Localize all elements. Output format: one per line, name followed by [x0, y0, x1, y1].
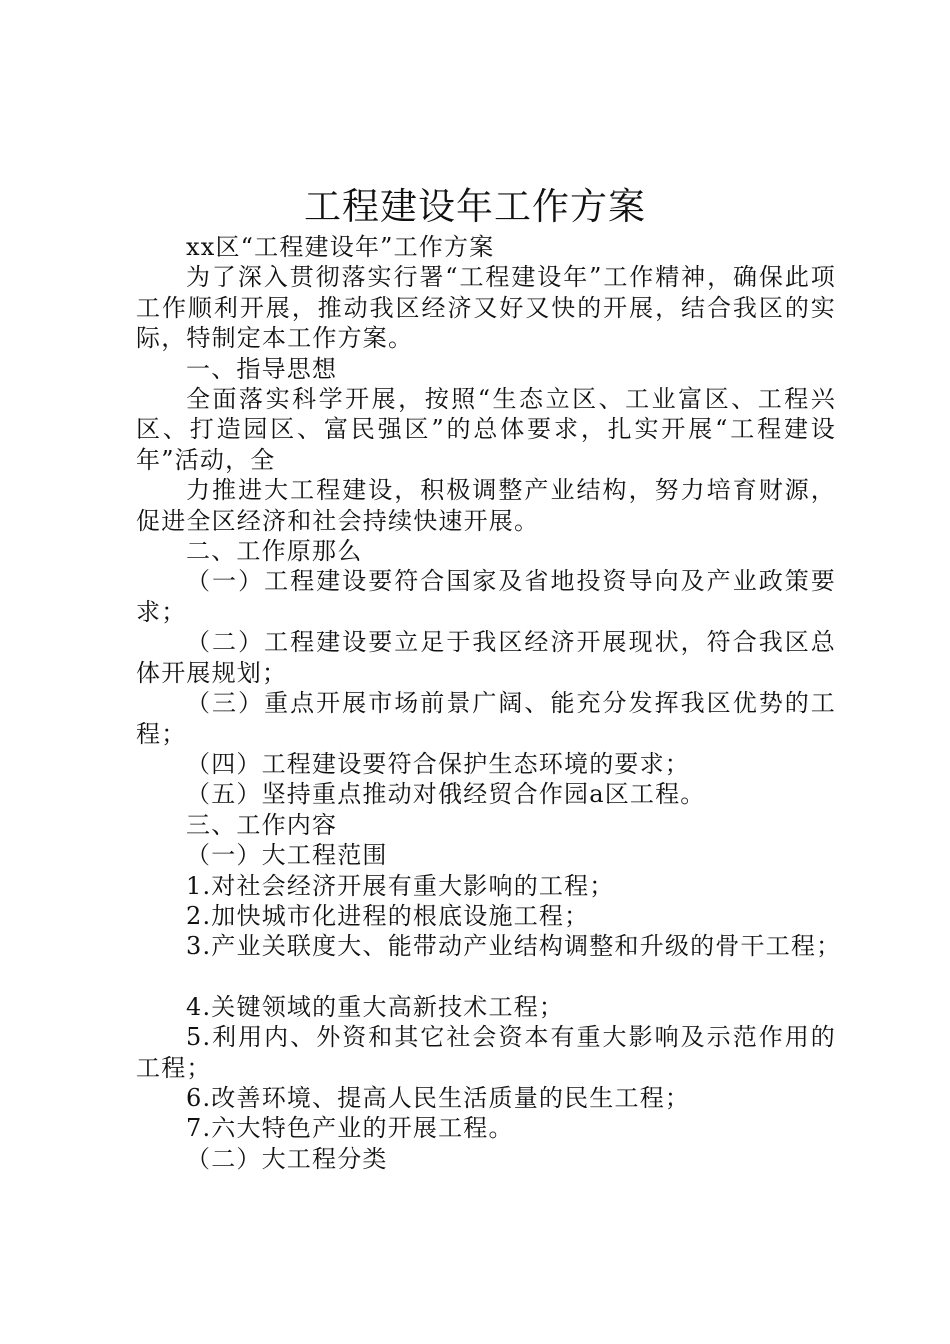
document-title: 工程建设年工作方案 — [304, 185, 646, 228]
scope-list-item: 6.改善环境、提高人民生活质量的民生工程； — [186, 1083, 691, 1112]
principle-item: （四）工程建设要符合保护生态环境的要求； — [186, 749, 690, 778]
principle-item: （三）重点开展市场前景广阔、能充分发挥我区优势的工程； — [136, 689, 836, 748]
scope-list-item: 3.产业关联度大、能带动产业结构调整和升级的骨干工程； — [186, 932, 842, 961]
principle-item: （一）工程建设要符合国家及省地投资导向及产业政策要求； — [136, 567, 836, 626]
subsection-heading-scope: （一）大工程范围 — [186, 841, 388, 870]
scope-list-item: 7.六大特色产业的开展工程。 — [186, 1114, 514, 1143]
scope-list-item: 2.加快城市化进程的根底设施工程； — [186, 901, 590, 930]
guiding-ideology-paragraph: 全面落实科学开展，按照“生态立区、工业富区、工程兴区、打造园区、富民强区”的总体要求，扎实开展“工程建设年”活动，全 — [136, 385, 836, 474]
scope-list-item: 5.利用内、外资和其它社会资本有重大影响及示范作用的工程； — [136, 1023, 836, 1082]
scope-list-item: 1.对社会经济开展有重大影响的工程； — [186, 871, 615, 900]
principle-item: （二）工程建设要立足于我区经济开展现状，符合我区总体开展规划； — [136, 628, 836, 687]
section-heading-guiding-ideology: 一、指导思想 — [186, 354, 338, 383]
scope-list-item: 4.关键领域的重大高新技术工程； — [186, 992, 565, 1021]
guiding-ideology-continuation: 力推进大工程建设，积极调整产业结构，努力培育财源，促进全区经济和社会持续快速开展。 — [136, 476, 836, 535]
section-heading-principles: 二、工作原那么 — [186, 537, 363, 566]
section-heading-work-content: 三、工作内容 — [186, 810, 338, 839]
subsection-heading-classification: （二）大工程分类 — [186, 1144, 388, 1173]
intro-paragraph: 为了深入贯彻落实行署“工程建设年”工作精神，确保此项工作顺利开展，推动我区经济又好又快的开展，结合我区的实际，特制定本工作方案。 — [136, 263, 836, 353]
plan-heading: xx区“工程建设年”工作方案 — [186, 233, 495, 261]
document-body — [136, 232, 842, 1174]
principle-item: （五）坚持重点推动对俄经贸合作园a区工程。 — [186, 780, 706, 809]
